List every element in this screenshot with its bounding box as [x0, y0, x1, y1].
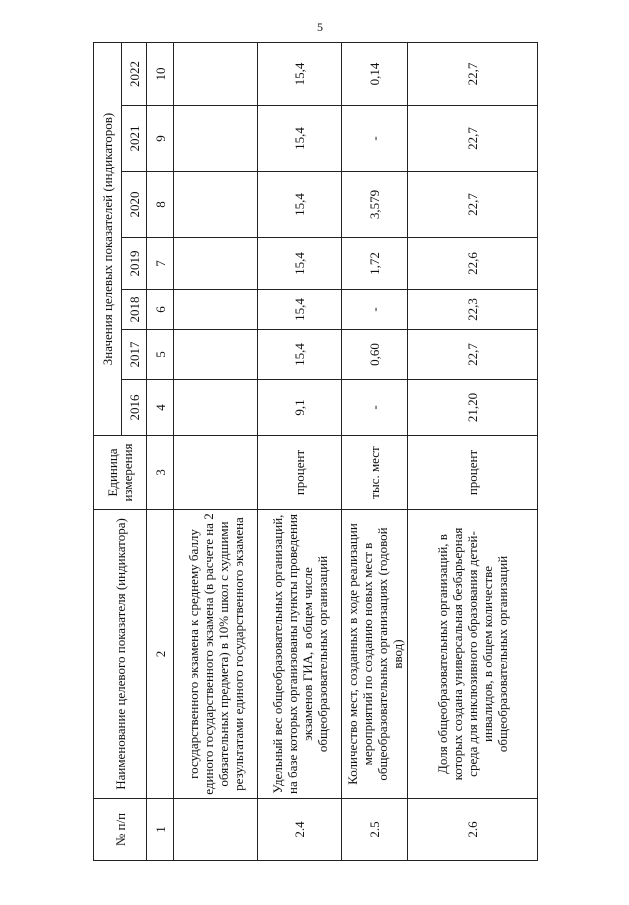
row-value-cell: 15,4 [258, 330, 342, 380]
row-value-cell: 22,6 [408, 238, 538, 290]
row-value-cell: 15,4 [258, 238, 342, 290]
index-cell: 3 [147, 436, 174, 510]
index-cell: 7 [147, 238, 174, 290]
row-name-cell: государственного экзамена к среднему баллу единого государственного экзамена (в расчете на 2 обязательных предмета) в 10% школ с худшими результатами единого государственного экзамена [174, 510, 258, 799]
header-row [94, 42, 122, 860]
header-num: № п/п [94, 799, 147, 861]
header-name: Наименование целевого показателя (индикатора) [94, 510, 147, 799]
row-value-cell [174, 106, 258, 172]
index-cell: 10 [147, 42, 174, 105]
row-unit-cell: тыс. мест [342, 436, 408, 510]
index-cell: 6 [147, 290, 174, 330]
table-row [174, 42, 258, 860]
row-num-cell: 2.5 [342, 799, 408, 861]
row-value-cell: 15,4 [258, 42, 342, 105]
row-name-cell: Количество мест, созданных в ходе реализации мероприятий по созданию новых мест в общеобразовательных организациях (годовой ввод) [342, 510, 408, 799]
index-row [147, 42, 174, 860]
row-num-cell [174, 799, 258, 861]
row-value-cell: 21,20 [408, 380, 538, 436]
page-number: 5 [317, 20, 323, 34]
year-cell: 2019 [122, 238, 147, 290]
row-unit-cell: процент [258, 436, 342, 510]
row-value-cell: 22,7 [408, 172, 538, 238]
index-cell: 9 [147, 106, 174, 172]
table-row [408, 42, 538, 860]
row-value-cell [174, 380, 258, 436]
row-value-cell: 0,60 [342, 330, 408, 380]
row-name-cell: Доля общеобразовательных организаций, в которых создана универсальная безбарьерная среда для инклюзивного образования детей-инвалидов, в общем количестве общеобразовательных организаций [408, 510, 538, 799]
table-row [258, 42, 342, 860]
year-cell: 2022 [122, 42, 147, 105]
row-value-cell [174, 42, 258, 105]
index-cell: 1 [147, 799, 174, 861]
row-value-cell: - [342, 290, 408, 330]
rotated-table-container [93, 43, 537, 861]
row-value-cell: 3,579 [342, 172, 408, 238]
row-value-cell: 15,4 [258, 290, 342, 330]
row-value-cell: 15,4 [258, 106, 342, 172]
row-value-cell [174, 172, 258, 238]
row-value-cell: 22,3 [408, 290, 538, 330]
row-value-cell [174, 238, 258, 290]
header-unit: Единица измерения [94, 436, 147, 510]
table-row [342, 42, 408, 860]
year-cell: 2016 [122, 380, 147, 436]
year-cell: 2021 [122, 106, 147, 172]
row-unit-cell [174, 436, 258, 510]
index-cell: 8 [147, 172, 174, 238]
row-value-cell: 22,7 [408, 42, 538, 105]
row-value-cell: 22,7 [408, 106, 538, 172]
indicators-table [93, 42, 538, 861]
row-name-cell: Удельный вес общеобразовательных организаций, на базе которых организованы пункты проведения экзаменов ГИА, в общем числе общеобразовательных организаций [258, 510, 342, 799]
row-value-cell: 9,1 [258, 380, 342, 436]
year-cell: 2018 [122, 290, 147, 330]
index-cell: 5 [147, 330, 174, 380]
year-cell: 2020 [122, 172, 147, 238]
index-cell: 4 [147, 380, 174, 436]
row-value-cell: 0,14 [342, 42, 408, 105]
row-value-cell: 22,7 [408, 330, 538, 380]
row-value-cell: - [342, 106, 408, 172]
row-num-cell: 2.4 [258, 799, 342, 861]
row-unit-cell: процент [408, 436, 538, 510]
row-value-cell [174, 330, 258, 380]
header-values-group: Значения целевых показателей (индикаторов) [94, 42, 122, 435]
row-value-cell [174, 290, 258, 330]
index-cell: 2 [147, 510, 174, 799]
row-value-cell: - [342, 380, 408, 436]
year-cell: 2017 [122, 330, 147, 380]
row-num-cell: 2.6 [408, 799, 538, 861]
row-value-cell: 1,72 [342, 238, 408, 290]
row-value-cell: 15,4 [258, 172, 342, 238]
